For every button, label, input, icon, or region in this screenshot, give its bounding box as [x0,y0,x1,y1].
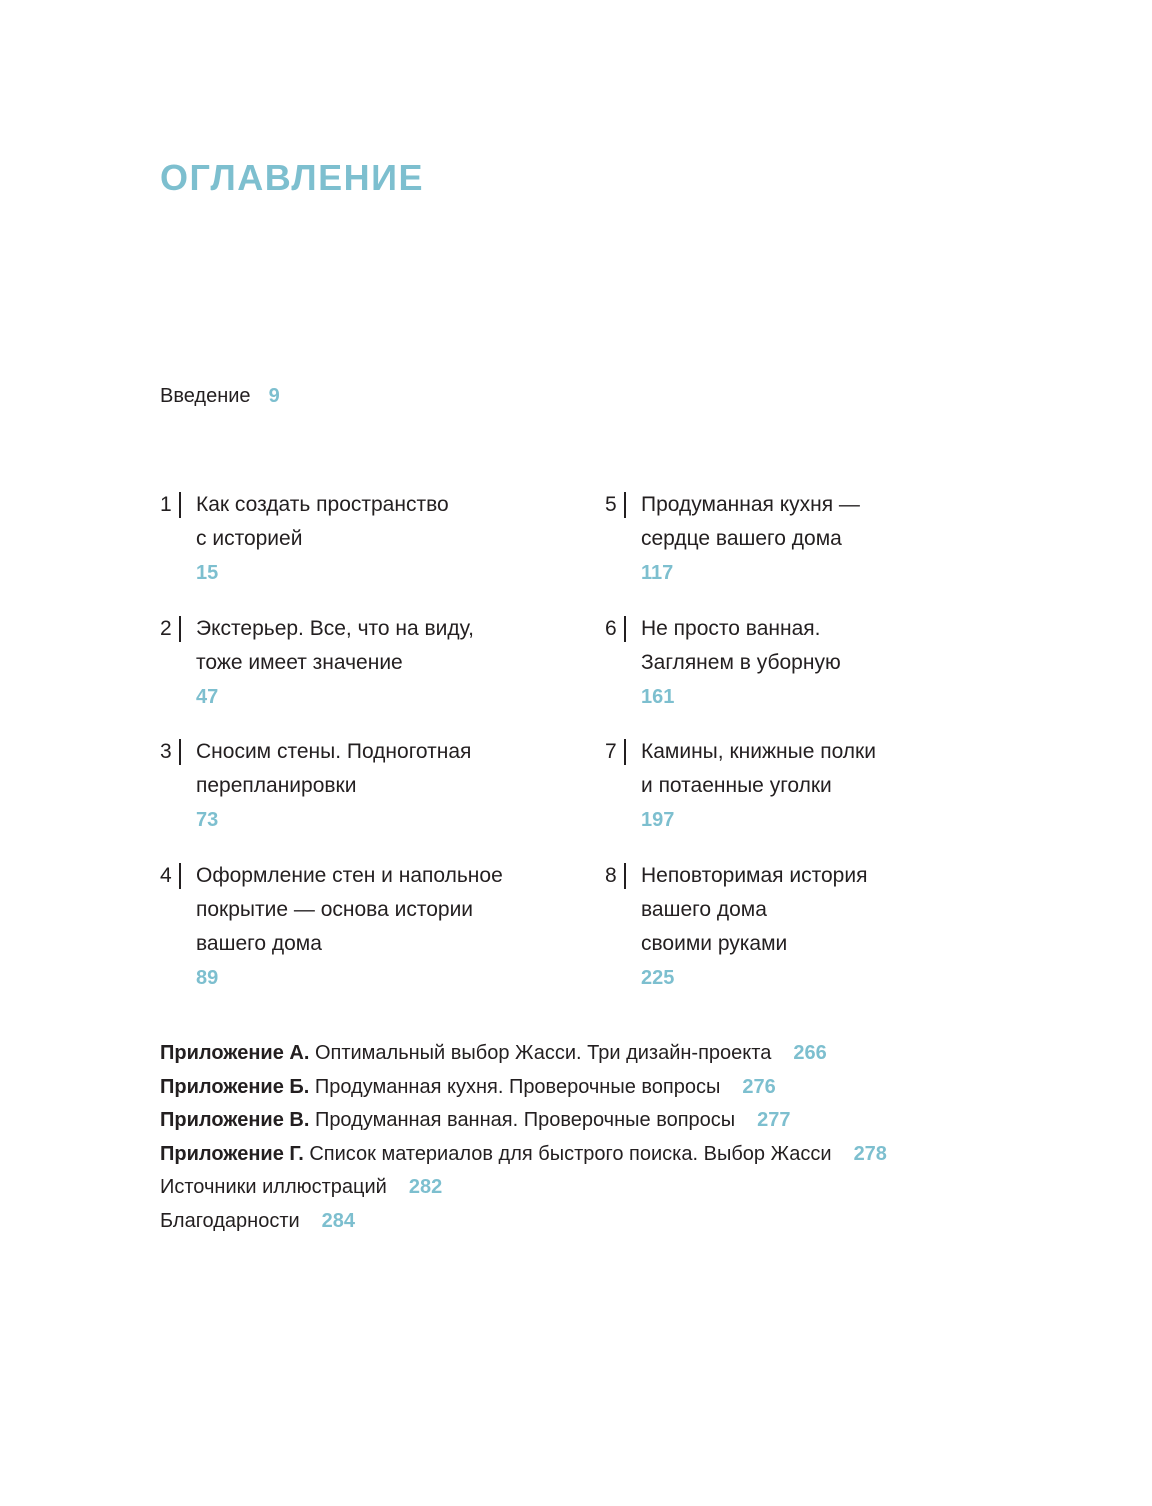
page-title: ОГЛАВЛЕНИЕ [160,157,425,198]
appendix-entry-b[interactable] [160,1071,887,1105]
chapter-title-line: вашего дома [641,898,767,921]
chapter-title-line: вашего дома [196,932,322,955]
chapter-number: 2 [160,617,172,640]
chapter-page-number: 47 [196,686,219,708]
chapter-title-line: своими руками [641,932,788,955]
chapter-divider [624,616,626,642]
chapter-title-line: Камины, книжные полки [641,740,876,763]
chapter-title-line: тоже имеет значение [196,651,403,674]
chapter-divider [179,616,181,642]
chapter-divider [624,739,626,765]
chapter-number: 6 [605,617,617,640]
chapter-title-line: Не просто ванная. [641,617,821,640]
entry-page-number: 284 [321,1209,356,1232]
chapter-number: 7 [605,740,617,763]
chapter-title-line: Заглянем в уборную [641,651,841,674]
intro-page-number: 9 [268,385,280,407]
chapter-title-line: Как создать пространство [196,493,449,516]
appendix-prefix: Приложение А. [160,1042,310,1064]
chapter-title-line: Неповторимая история [641,864,868,887]
appendix-prefix: Приложение Г. [160,1142,304,1165]
chapter-page-number: 161 [641,686,675,708]
chapter-divider [179,863,181,889]
appendix-title: Продуманная кухня. Проверочные вопросы [314,1075,721,1098]
chapter-title-line: Сносим стены. Подноготная [196,740,472,763]
chapter-title-line: с историей [196,527,303,550]
appendix-title: Продуманная ванная. Проверочные вопросы [314,1109,736,1132]
acknowledgements-entry[interactable] [160,1205,887,1239]
appendix-page-number: 278 [853,1142,887,1165]
appendix-entry-a[interactable] [160,1037,887,1071]
chapter-page-number: 89 [196,967,219,989]
intro-entry[interactable] [160,382,280,410]
chapter-divider [624,863,626,889]
chapter-title-line: покрытие — основа истории [196,898,474,921]
chapter-title-line: Экстерьер. Все, что на виду, [196,617,474,640]
appendix-prefix: Приложение В. [160,1109,310,1132]
chapter-number: 4 [160,864,172,887]
chapter-number: 5 [605,493,617,516]
chapter-number: 8 [605,864,617,887]
chapter-title-line: перепланировки [196,774,357,797]
chapter-divider [179,739,181,765]
chapter-page-number: 117 [641,562,674,584]
chapter-number: 1 [160,493,172,516]
appendix-title: Оптимальный выбор Жасси. Три дизайн-проекта [314,1042,772,1064]
chapter-page-number: 197 [641,809,675,831]
appendix-list [160,1037,887,1239]
chapter-number: 3 [160,740,172,763]
appendix-page-number: 276 [742,1075,776,1098]
appendix-prefix: Приложение Б. [160,1075,310,1098]
chapter-title-line: Продуманная кухня — [641,493,860,516]
appendix-page-number: 277 [757,1109,791,1132]
chapter-divider [624,492,626,518]
appendix-title: Список материалов для быстрого поиска. Выбор Жасси [309,1142,832,1165]
entry-title: Источники иллюстраций [160,1176,387,1199]
illustration-sources-entry[interactable] [160,1171,887,1205]
chapter-title-line: и потаенные уголки [641,774,832,797]
entry-title: Благодарности [160,1209,300,1232]
chapter-page-number: 225 [641,967,675,989]
intro-label: Введение [160,385,251,407]
chapter-title-line: Оформление стен и напольное [196,864,503,887]
appendix-entry-g[interactable] [160,1138,887,1172]
chapter-title-line: сердце вашего дома [641,527,842,550]
appendix-entry-v[interactable] [160,1104,887,1138]
chapter-page-number: 15 [196,562,219,584]
entry-page-number: 282 [408,1176,443,1199]
chapter-page-number: 73 [196,809,219,831]
appendix-page-number: 266 [793,1042,827,1064]
chapter-divider [179,492,181,518]
